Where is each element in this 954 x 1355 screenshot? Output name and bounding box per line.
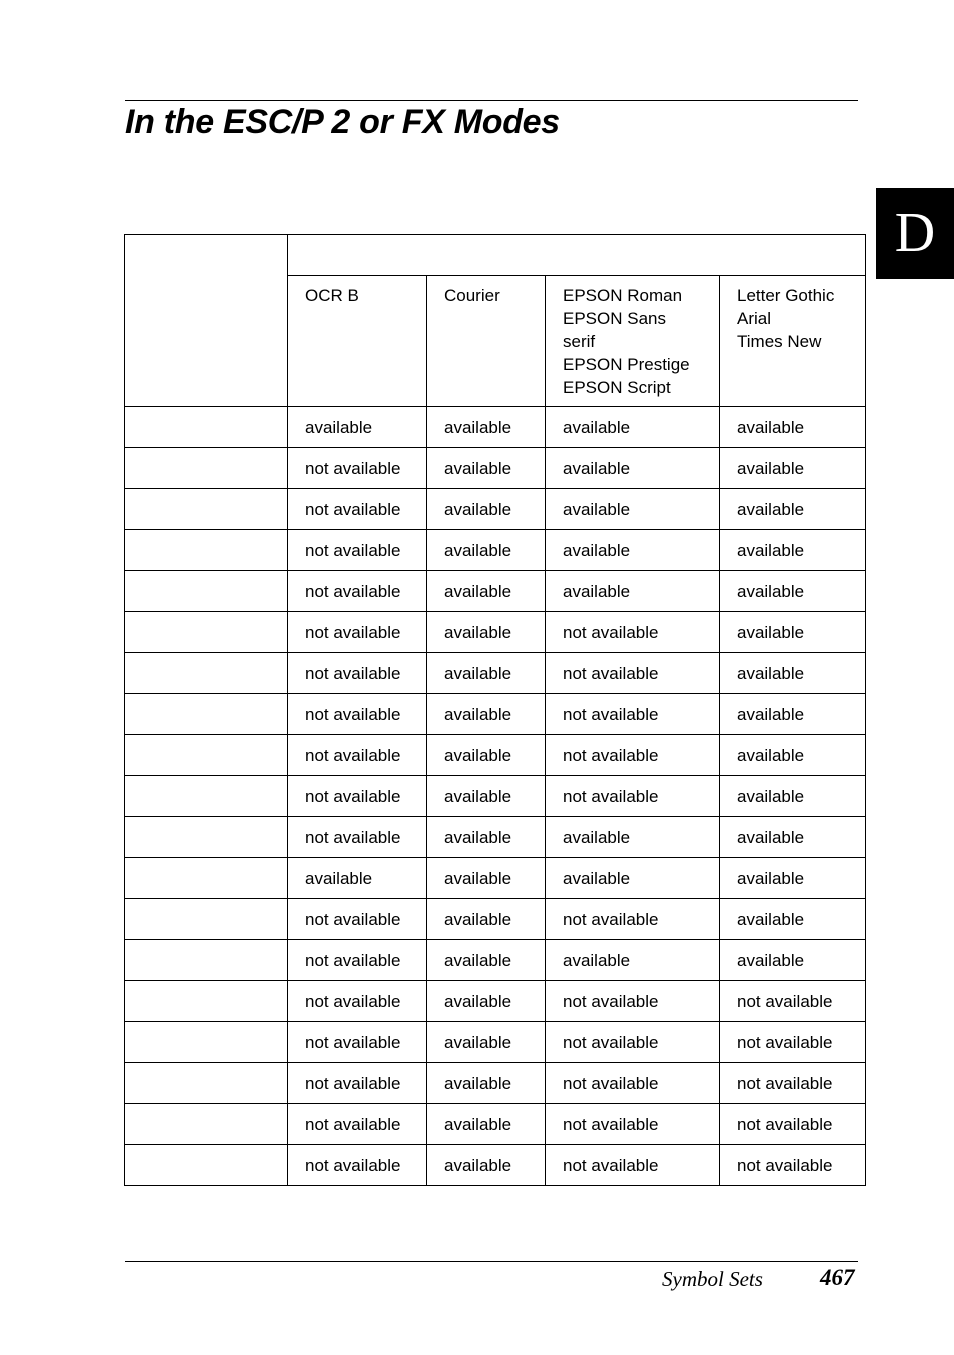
availability-cell: available bbox=[427, 776, 546, 817]
font-column-header bbox=[720, 276, 866, 407]
availability-cell: available bbox=[427, 489, 546, 530]
availability-cell: not available bbox=[288, 940, 427, 981]
availability-cell: available bbox=[427, 1063, 546, 1104]
table-row bbox=[125, 448, 866, 489]
table-row bbox=[125, 940, 866, 981]
availability-cell: not available bbox=[546, 776, 720, 817]
availability-cell: available bbox=[720, 489, 866, 530]
table-row bbox=[125, 571, 866, 612]
font-name: EPSON Prestige bbox=[563, 355, 690, 374]
availability-cell: available bbox=[546, 940, 720, 981]
availability-cell: available bbox=[720, 735, 866, 776]
table-header-row-top bbox=[125, 235, 866, 276]
font-column-header bbox=[546, 276, 720, 407]
availability-cell: available bbox=[720, 448, 866, 489]
table-row bbox=[125, 899, 866, 940]
availability-cell: available bbox=[427, 817, 546, 858]
table-row bbox=[125, 653, 866, 694]
availability-cell: available bbox=[546, 489, 720, 530]
availability-cell: available bbox=[720, 612, 866, 653]
availability-cell: not available bbox=[288, 612, 427, 653]
availability-cell: available bbox=[427, 694, 546, 735]
font-name: EPSON Roman bbox=[563, 286, 683, 305]
availability-cell: not available bbox=[288, 530, 427, 571]
availability-cell: not available bbox=[288, 735, 427, 776]
availability-cell: not available bbox=[720, 1022, 866, 1063]
symbol-set-name-cell bbox=[125, 489, 288, 530]
availability-cell: not available bbox=[546, 612, 720, 653]
symbol-set-name-cell bbox=[125, 1145, 288, 1186]
availability-cell: not available bbox=[720, 1104, 866, 1145]
availability-cell: not available bbox=[546, 981, 720, 1022]
table-row bbox=[125, 858, 866, 899]
availability-cell: available bbox=[427, 1145, 546, 1186]
symbol-set-name-cell bbox=[125, 448, 288, 489]
symbol-set-name-cell bbox=[125, 817, 288, 858]
availability-cell: available bbox=[546, 571, 720, 612]
availability-cell: available bbox=[546, 858, 720, 899]
symbol-set-name-cell bbox=[125, 1063, 288, 1104]
availability-cell: available bbox=[427, 571, 546, 612]
availability-cell: not available bbox=[288, 981, 427, 1022]
font-group-header bbox=[288, 235, 866, 276]
appendix-tab: D bbox=[876, 188, 954, 279]
availability-cell: available bbox=[720, 817, 866, 858]
availability-cell: not available bbox=[546, 653, 720, 694]
symbol-set-name-cell bbox=[125, 899, 288, 940]
font-name: serif bbox=[563, 332, 596, 351]
availability-cell: available bbox=[720, 899, 866, 940]
availability-cell: not available bbox=[546, 694, 720, 735]
availability-cell: available bbox=[427, 1104, 546, 1145]
availability-cell: not available bbox=[720, 1145, 866, 1186]
availability-cell: available bbox=[546, 448, 720, 489]
availability-cell: not available bbox=[546, 1022, 720, 1063]
symbol-set-name-cell bbox=[125, 653, 288, 694]
font-column-header bbox=[427, 276, 546, 407]
availability-cell: not available bbox=[546, 735, 720, 776]
availability-cell: not available bbox=[546, 899, 720, 940]
table-row bbox=[125, 776, 866, 817]
symbol-set-name-cell bbox=[125, 858, 288, 899]
availability-cell: not available bbox=[288, 1022, 427, 1063]
symbol-set-name-cell bbox=[125, 407, 288, 448]
availability-cell: not available bbox=[288, 694, 427, 735]
font-name: EPSON Script bbox=[563, 378, 671, 397]
page-heading: In the ESC/P 2 or FX Modes bbox=[125, 103, 560, 141]
availability-cell: available bbox=[546, 817, 720, 858]
table-row bbox=[125, 612, 866, 653]
font-name: EPSON Sans bbox=[563, 309, 666, 328]
availability-cell: available bbox=[427, 653, 546, 694]
availability-cell: available bbox=[427, 940, 546, 981]
availability-cell: available bbox=[427, 899, 546, 940]
availability-cell: not available bbox=[288, 1145, 427, 1186]
availability-cell: available bbox=[427, 981, 546, 1022]
availability-cell: available bbox=[427, 530, 546, 571]
availability-cell: not available bbox=[546, 1063, 720, 1104]
availability-cell: available bbox=[427, 448, 546, 489]
symbol-set-name-cell bbox=[125, 530, 288, 571]
availability-cell: available bbox=[720, 571, 866, 612]
table-row bbox=[125, 530, 866, 571]
table-row bbox=[125, 489, 866, 530]
symbol-set-table bbox=[124, 234, 866, 1186]
font-name: Arial bbox=[737, 309, 772, 328]
availability-cell: not available bbox=[720, 1063, 866, 1104]
footer-rule bbox=[125, 1261, 858, 1262]
availability-cell: not available bbox=[288, 776, 427, 817]
table-row bbox=[125, 735, 866, 776]
table-row bbox=[125, 1022, 866, 1063]
symbol-set-label-header bbox=[125, 235, 288, 407]
font-name: OCR B bbox=[305, 286, 359, 305]
availability-cell: available bbox=[720, 858, 866, 899]
availability-cell: not available bbox=[288, 817, 427, 858]
table-row bbox=[125, 407, 866, 448]
footer-section-title: Symbol Sets bbox=[662, 1267, 763, 1291]
availability-cell: available bbox=[720, 776, 866, 817]
availability-cell: available bbox=[720, 940, 866, 981]
page-number: 467 bbox=[820, 1265, 855, 1290]
symbol-set-name-cell bbox=[125, 612, 288, 653]
symbol-set-name-cell bbox=[125, 981, 288, 1022]
availability-cell: not available bbox=[546, 1145, 720, 1186]
availability-cell: available bbox=[427, 1022, 546, 1063]
availability-cell: not available bbox=[720, 981, 866, 1022]
availability-cell: available bbox=[427, 735, 546, 776]
table-row bbox=[125, 694, 866, 735]
symbol-set-name-cell bbox=[125, 776, 288, 817]
availability-cell: available bbox=[427, 407, 546, 448]
availability-cell: available bbox=[546, 530, 720, 571]
symbol-set-name-cell bbox=[125, 735, 288, 776]
availability-cell: not available bbox=[546, 1104, 720, 1145]
availability-cell: not available bbox=[288, 653, 427, 694]
symbol-set-name-cell bbox=[125, 571, 288, 612]
availability-cell: not available bbox=[288, 899, 427, 940]
availability-cell: available bbox=[288, 858, 427, 899]
availability-cell: not available bbox=[288, 571, 427, 612]
availability-cell: not available bbox=[288, 489, 427, 530]
table-row bbox=[125, 1104, 866, 1145]
availability-cell: available bbox=[427, 858, 546, 899]
table-row bbox=[125, 981, 866, 1022]
availability-cell: available bbox=[427, 612, 546, 653]
availability-cell: not available bbox=[288, 448, 427, 489]
symbol-set-name-cell bbox=[125, 694, 288, 735]
availability-cell: available bbox=[288, 407, 427, 448]
availability-cell: not available bbox=[288, 1063, 427, 1104]
font-name: Times New bbox=[737, 332, 822, 351]
symbol-set-name-cell bbox=[125, 1104, 288, 1145]
availability-cell: available bbox=[720, 530, 866, 571]
table-row bbox=[125, 1063, 866, 1104]
availability-cell: available bbox=[720, 694, 866, 735]
font-name: Courier bbox=[444, 286, 500, 305]
font-column-header bbox=[288, 276, 427, 407]
symbol-set-name-cell bbox=[125, 940, 288, 981]
availability-cell: not available bbox=[288, 1104, 427, 1145]
availability-cell: available bbox=[720, 407, 866, 448]
symbol-set-name-cell bbox=[125, 1022, 288, 1063]
availability-cell: available bbox=[720, 653, 866, 694]
availability-cell: available bbox=[546, 407, 720, 448]
table-row bbox=[125, 817, 866, 858]
table-row bbox=[125, 1145, 866, 1186]
font-name: Letter Gothic bbox=[737, 286, 835, 305]
